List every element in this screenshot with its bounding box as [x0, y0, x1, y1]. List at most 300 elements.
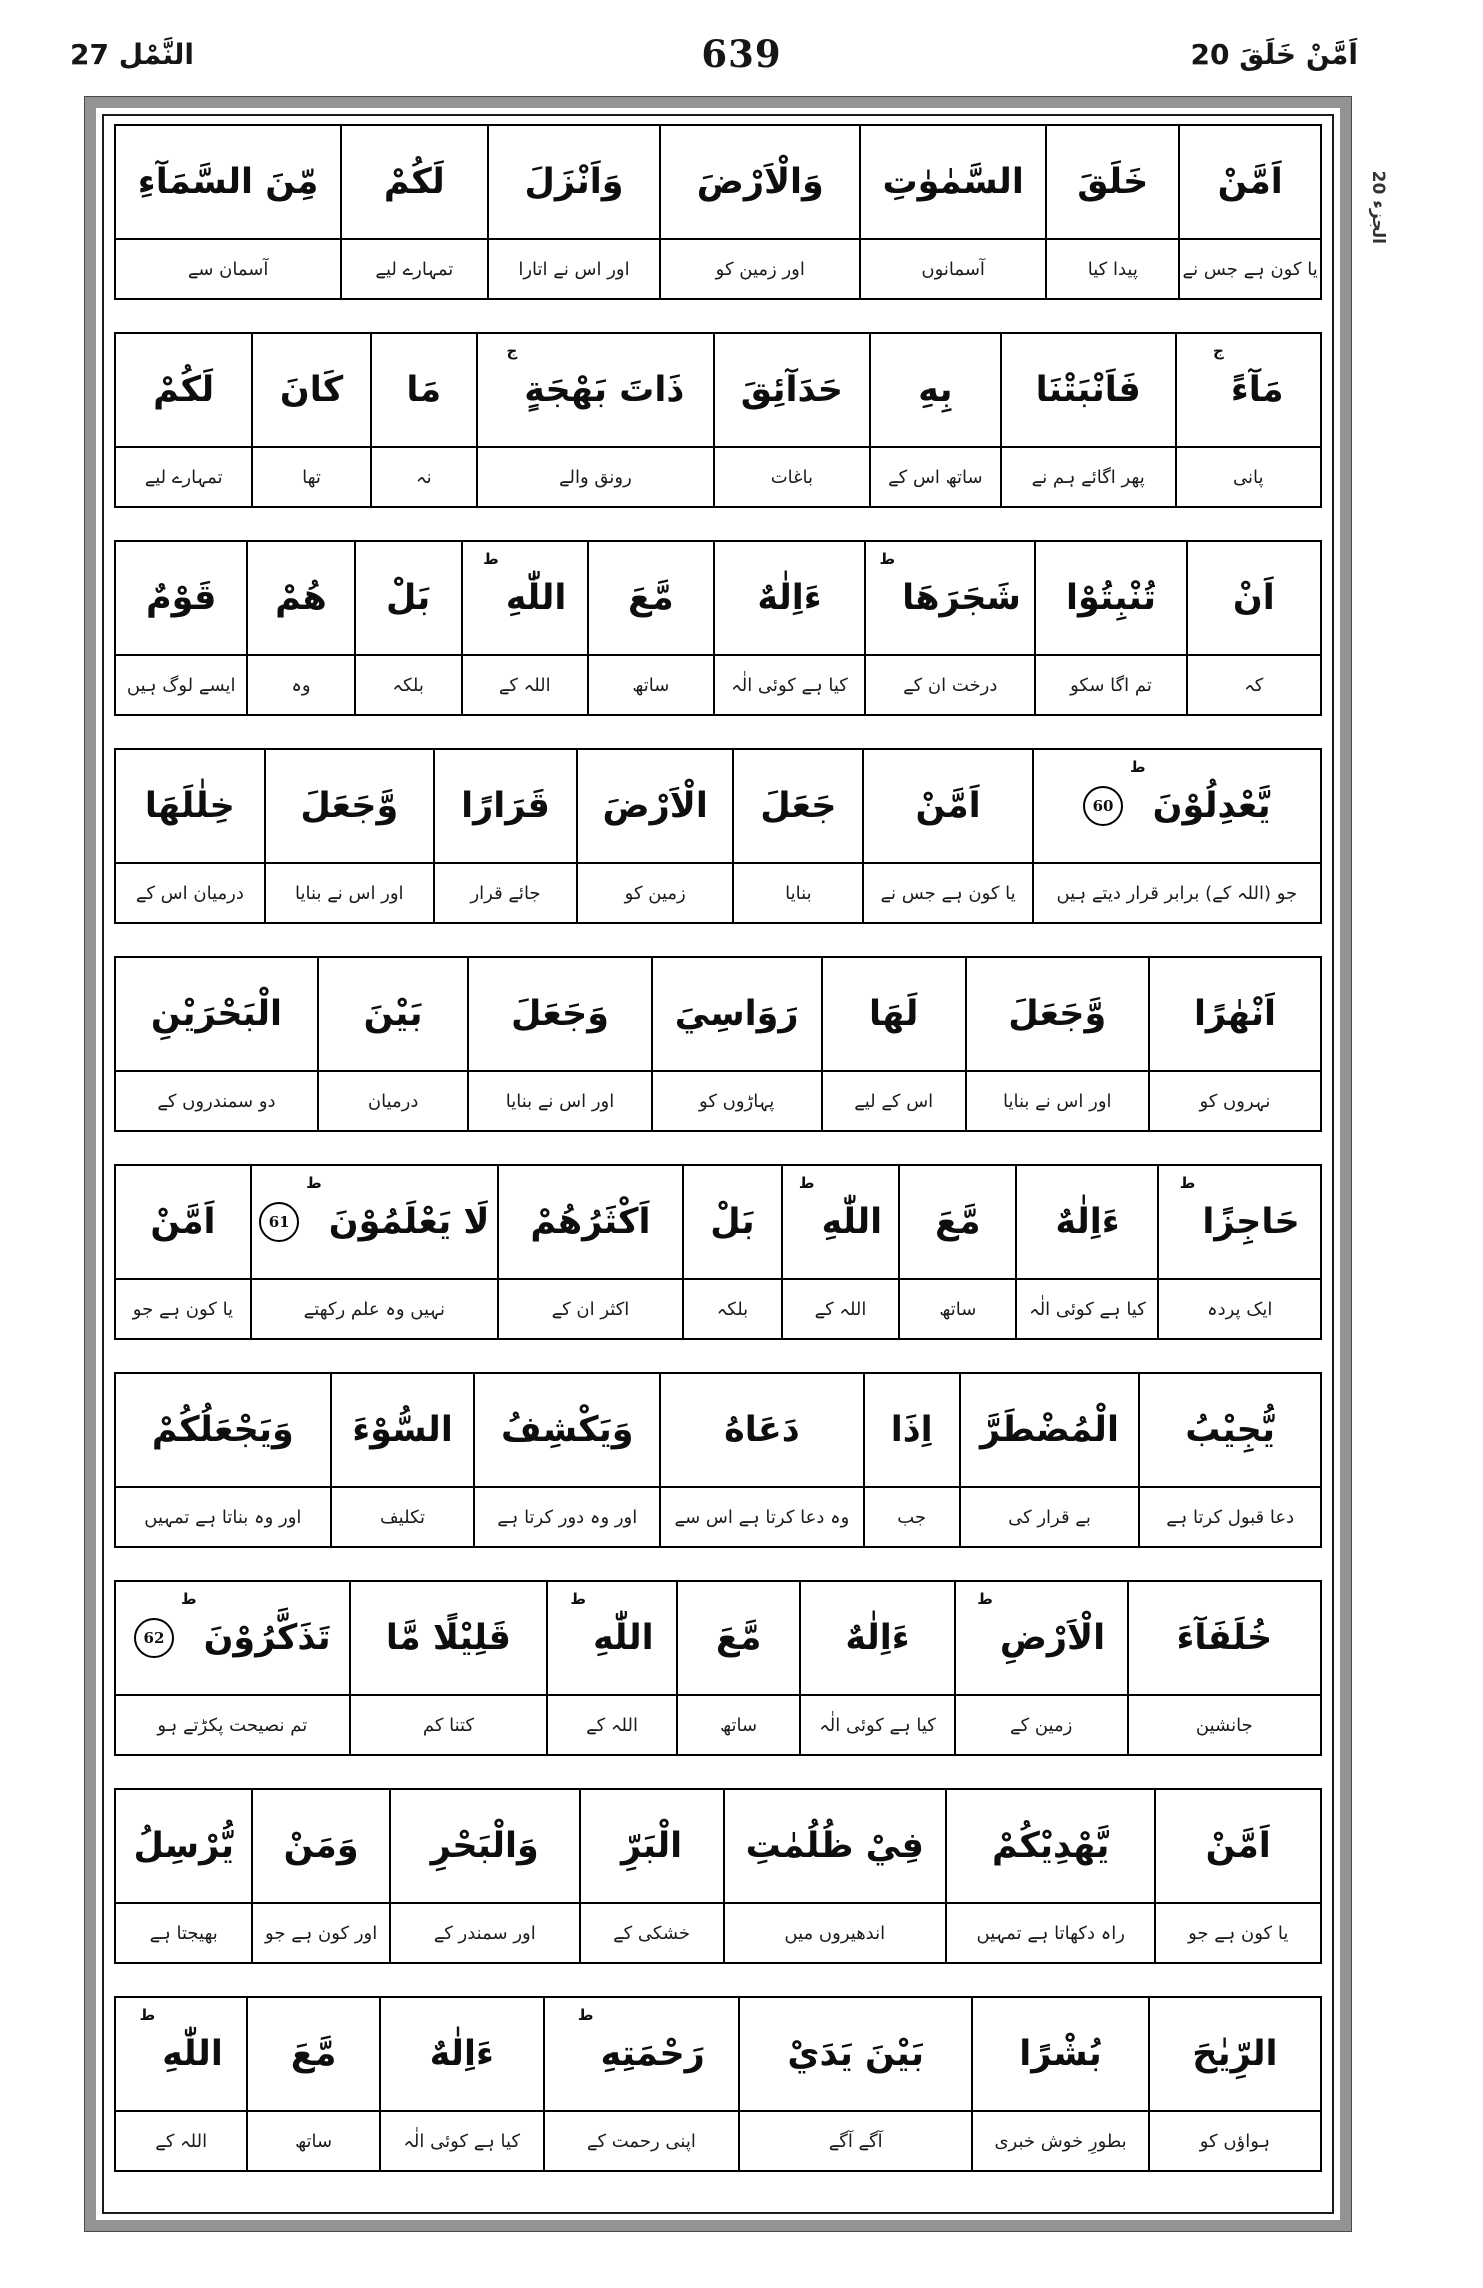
quran-frame — [84, 96, 1352, 2232]
urdu-translation-cell — [116, 864, 266, 922]
arabic-word: لَكُمْ — [153, 370, 215, 410]
arabic-word-cell — [342, 126, 488, 240]
arabic-word-cell — [116, 958, 319, 1072]
arabic-word: اِذَا — [890, 1410, 933, 1450]
urdu-translation: ایک پردہ — [1207, 1298, 1273, 1320]
arabic-word-cell — [783, 1166, 900, 1280]
arabic-word-cell — [116, 1166, 252, 1280]
pause-mark: ط — [483, 550, 499, 568]
urdu-translation-cell — [900, 1280, 1017, 1338]
urdu-translation-cell — [967, 1072, 1150, 1130]
ayah-row-block — [114, 124, 1322, 300]
arabic-word-cell — [252, 1166, 499, 1280]
urdu-translation-cell — [351, 1696, 549, 1754]
urdu-translation: ساتھ — [632, 674, 670, 696]
juz-vertical-label: الجزء 20 — [1368, 170, 1388, 244]
arabic-word-cell — [116, 1374, 332, 1488]
arabic-word-cell — [973, 1998, 1150, 2112]
arabic-word-cell — [116, 1998, 248, 2112]
urdu-translation: کتنا کم — [422, 1714, 475, 1736]
urdu-translation: وہ دعا کرتا ہے اس سے — [674, 1506, 850, 1528]
surah-title: النَّمْل 27 — [70, 38, 195, 71]
arabic-word: قَوْمٌ — [145, 578, 217, 618]
urdu-translation: پیدا کیا — [1087, 258, 1138, 280]
urdu-translation: آسمان سے — [187, 258, 269, 280]
arabic-word-cell — [1159, 1166, 1320, 1280]
urdu-translation-cell — [116, 448, 253, 506]
urdu-translation-cell — [116, 1696, 351, 1754]
pause-mark: ط — [879, 550, 896, 568]
arabic-word-cell — [947, 1790, 1156, 1904]
arabic-word: وَالْبَحْرِ — [430, 1826, 539, 1866]
arabic-word: السُّوْءَ — [352, 1410, 453, 1450]
urdu-translation-cell — [661, 1488, 865, 1546]
arabic-word: اَمَّنْ — [150, 1202, 216, 1242]
arabic-word-cell — [871, 334, 1002, 448]
urdu-translation-cell — [866, 656, 1036, 714]
arabic-word-cell — [653, 958, 823, 1072]
urdu-translation-cell — [871, 448, 1002, 506]
urdu-translation: بے قرار کی — [1008, 1506, 1091, 1528]
juz-title: اَمَّنْ خَلَقَ 20 — [1190, 38, 1358, 71]
arabic-word: لَهَا — [868, 994, 919, 1034]
urdu-translation-cell — [248, 2112, 380, 2170]
urdu-translation-cell — [435, 864, 578, 922]
urdu-translation: اللہ کے — [586, 1714, 638, 1736]
urdu-translation-cell — [1150, 2112, 1320, 2170]
urdu-translation-cell — [248, 656, 355, 714]
urdu-translation: یا کون ہے جس نے — [880, 882, 1016, 904]
urdu-translation-cell — [1150, 1072, 1320, 1130]
urdu-translation-cell — [116, 240, 342, 298]
arabic-word: اللّٰهِ — [593, 1618, 654, 1658]
arabic-word-cell — [1034, 750, 1320, 864]
pause-mark: ط — [1179, 1174, 1196, 1192]
arabic-word-cell — [740, 1998, 973, 2112]
page-number: 639 — [701, 32, 782, 76]
urdu-translation: نہ — [416, 466, 432, 488]
urdu-translation: پھر اگائے ہم نے — [1031, 466, 1145, 488]
urdu-translation-cell — [1177, 448, 1320, 506]
arabic-word: ءَاِلٰهٌ — [429, 2034, 494, 2074]
arabic-word-cell — [734, 750, 864, 864]
urdu-translation-cell — [372, 448, 478, 506]
urdu-translation: جو (اللہ کے) برابر قرار دیتے ہیں — [1056, 882, 1298, 904]
arabic-word-cell — [861, 126, 1047, 240]
urdu-translation-cell — [725, 1904, 947, 1962]
arabic-word: وَالْاَرْضَ — [696, 162, 824, 202]
urdu-translation: پہاڑوں کو — [699, 1090, 775, 1112]
pause-mark: ط — [1130, 758, 1146, 776]
arabic-word: حَدَآئِقَ — [740, 370, 843, 410]
arabic-word: وَجَعَلَ — [510, 994, 609, 1034]
urdu-translation-cell — [1129, 1696, 1320, 1754]
arabic-word: الرِّيٰحَ — [1192, 2034, 1278, 2074]
urdu-translation: آگے آگے — [828, 2130, 883, 2152]
urdu-translation-cell — [1180, 240, 1320, 298]
arabic-word: الْبَرِّ — [620, 1826, 683, 1866]
arabic-word-cell — [866, 542, 1036, 656]
urdu-translation-cell — [1002, 448, 1177, 506]
urdu-translation: ساتھ — [939, 1298, 977, 1320]
arabic-word: رَوَاسِيَ — [674, 994, 799, 1034]
pause-mark: ج — [506, 342, 518, 360]
arabic-word: تُنْبِتُوْا — [1066, 578, 1156, 618]
urdu-translation-cell — [391, 1904, 581, 1962]
arabic-word-cell — [1002, 334, 1177, 448]
urdu-translation: اکثر ان کے — [551, 1298, 630, 1320]
urdu-translation: زمین کے — [1010, 1714, 1073, 1736]
urdu-translation-cell — [116, 1488, 332, 1546]
arabic-word: اللّٰهِ — [162, 2034, 223, 2074]
urdu-translation: زمین کو — [624, 882, 686, 904]
urdu-translation: جائے قرار — [470, 882, 541, 904]
arabic-word-cell — [823, 958, 967, 1072]
arabic-word-cell — [248, 1998, 380, 2112]
urdu-translation: پانی — [1233, 466, 1264, 488]
arabic-word: جَعَلَ — [760, 786, 837, 826]
arabic-word-cell — [372, 334, 478, 448]
urdu-translation-cell — [253, 1904, 390, 1962]
arabic-word: الْاَرْضِ — [999, 1618, 1106, 1658]
arabic-word-cell — [469, 958, 652, 1072]
arabic-word: خُلَفَآءَ — [1176, 1618, 1273, 1658]
urdu-translation-cell — [548, 1696, 678, 1754]
verse-number-badge: 62 — [134, 1618, 174, 1658]
arabic-word-cell — [1177, 334, 1320, 448]
urdu-translation-cell — [661, 240, 861, 298]
urdu-translation-cell — [578, 864, 734, 922]
arabic-word-cell — [1156, 1790, 1320, 1904]
urdu-translation-cell — [116, 656, 248, 714]
urdu-translation-cell — [545, 2112, 740, 2170]
urdu-translation: بلکہ — [716, 1298, 749, 1320]
arabic-word: اللّٰهِ — [505, 578, 567, 618]
arabic-word-cell — [266, 750, 435, 864]
arabic-word-cell — [1036, 542, 1187, 656]
arabic-word-cell — [1047, 126, 1180, 240]
arabic-word-cell — [684, 1166, 783, 1280]
arabic-word-cell — [1017, 1166, 1159, 1280]
urdu-translation: یا کون ہے جو — [132, 1298, 234, 1320]
urdu-translation-cell — [356, 656, 463, 714]
arabic-word-cell — [116, 126, 342, 240]
arabic-word: اللّٰهِ — [821, 1202, 883, 1242]
urdu-translation: آسمانوں — [921, 258, 985, 280]
urdu-translation-cell — [715, 448, 871, 506]
urdu-translation-cell — [823, 1072, 967, 1130]
urdu-translation: تم اگا سکو — [1070, 674, 1152, 696]
arabic-word-cell — [715, 542, 866, 656]
arabic-word: اَنْهٰرًا — [1193, 994, 1276, 1034]
arabic-word: بَيْنَ يَدَيْ — [787, 2034, 924, 2074]
urdu-translation-cell — [864, 864, 1033, 922]
urdu-translation-cell — [1047, 240, 1180, 298]
urdu-translation-cell — [973, 2112, 1150, 2170]
ayah-row-block — [114, 540, 1322, 716]
urdu-translation-cell — [947, 1904, 1156, 1962]
ayah-row-block — [114, 1372, 1322, 1548]
urdu-translation-cell — [1156, 1904, 1320, 1962]
urdu-translation-cell — [581, 1904, 725, 1962]
arabic-word-cell — [578, 750, 734, 864]
arabic-word-cell — [956, 1582, 1129, 1696]
arabic-word: لَا يَعْلَمُوْنَ — [328, 1202, 490, 1242]
arabic-word: يُّجِيْبُ — [1185, 1410, 1276, 1450]
arabic-word: بَلْ — [385, 578, 431, 618]
arabic-word: اَمَّنْ — [1205, 1826, 1271, 1866]
arabic-word: بَيْنَ — [363, 994, 423, 1034]
urdu-translation: ساتھ — [295, 2130, 333, 2152]
urdu-translation-cell — [478, 448, 715, 506]
urdu-translation: راہ دکھاتا ہے تمہیں — [976, 1922, 1125, 1944]
urdu-translation: خشکی کے — [613, 1922, 691, 1944]
urdu-translation: وہ — [291, 674, 311, 696]
urdu-translation-cell — [1140, 1488, 1320, 1546]
arabic-word: ذَاتَ بَهْجَةٍ — [524, 370, 685, 410]
urdu-translation: تمہارے لیے — [144, 466, 223, 488]
pause-mark: ط — [306, 1174, 322, 1192]
urdu-translation-cell — [1017, 1280, 1159, 1338]
arabic-word: رَحْمَتِهِ — [600, 2034, 705, 2074]
ayah-row-block — [114, 956, 1322, 1132]
urdu-translation: اور وہ بناتا ہے تمہیں — [144, 1506, 302, 1528]
urdu-translation: بلکہ — [392, 674, 424, 696]
arabic-word: وَيَجْعَلُكُمْ — [151, 1410, 294, 1450]
urdu-translation: اور کون ہے جو — [265, 1922, 378, 1944]
urdu-translation: تمہارے لیے — [375, 258, 454, 280]
urdu-translation: اللہ کے — [814, 1298, 867, 1320]
urdu-translation: ساتھ اس کے — [888, 466, 983, 488]
urdu-translation: رونق والے — [558, 466, 632, 488]
arabic-word: وَاَنْزَلَ — [524, 162, 624, 202]
arabic-word-cell — [116, 334, 253, 448]
arabic-word-cell — [351, 1582, 549, 1696]
urdu-translation: بھیجتا ہے — [149, 1922, 218, 1944]
urdu-translation-cell — [589, 656, 715, 714]
urdu-translation: کیا ہے کوئی الٰہ — [731, 674, 848, 696]
arabic-word-cell — [478, 334, 715, 448]
arabic-word: كَانَ — [279, 370, 344, 410]
arabic-word: يَّعْدِلُوْنَ — [1152, 786, 1271, 826]
arabic-word-cell — [900, 1166, 1017, 1280]
arabic-word-cell — [715, 334, 871, 448]
arabic-word: بَلْ — [710, 1202, 755, 1242]
urdu-translation: اللہ کے — [155, 2130, 208, 2152]
arabic-word-cell — [116, 542, 248, 656]
arabic-word: مَا — [406, 370, 442, 410]
arabic-word-cell — [589, 542, 715, 656]
arabic-word-cell — [116, 750, 266, 864]
arabic-word-cell — [545, 1998, 740, 2112]
urdu-translation: اللہ کے — [498, 674, 551, 696]
urdu-translation: درمیان — [367, 1090, 419, 1112]
arabic-word-cell — [356, 542, 463, 656]
arabic-word: قَرَارًا — [461, 786, 550, 826]
urdu-translation-cell — [865, 1488, 961, 1546]
urdu-translation: یا کون ہے جو — [1188, 1922, 1289, 1944]
urdu-translation-cell — [252, 1280, 499, 1338]
arabic-word: وَّجَعَلَ — [300, 786, 399, 826]
urdu-translation: اور اس نے بنایا — [295, 882, 404, 904]
arabic-word-cell — [489, 126, 662, 240]
arabic-word-cell — [1129, 1582, 1320, 1696]
urdu-translation-cell — [653, 1072, 823, 1130]
arabic-word-cell — [116, 1790, 253, 1904]
arabic-word-cell — [864, 750, 1033, 864]
urdu-translation-cell — [1159, 1280, 1320, 1338]
arabic-word: فَاَنْبَتْنَا — [1035, 370, 1141, 410]
urdu-translation: تھا — [302, 466, 321, 488]
arabic-word: ءَاِلٰهٌ — [1055, 1202, 1120, 1242]
arabic-word: مَّعَ — [715, 1618, 762, 1658]
urdu-translation: اور اس نے بنایا — [505, 1090, 615, 1112]
urdu-translation: نہروں کو — [1199, 1090, 1271, 1112]
urdu-translation-cell — [740, 2112, 973, 2170]
arabic-word-cell — [661, 1374, 865, 1488]
urdu-translation: اور اس نے بنایا — [1003, 1090, 1112, 1112]
arabic-word: مَآءً — [1230, 370, 1284, 410]
arabic-word: اَمَّنْ — [915, 786, 981, 826]
urdu-translation-cell — [1034, 864, 1320, 922]
urdu-translation-cell — [463, 656, 589, 714]
arabic-word-cell — [1150, 1998, 1320, 2112]
urdu-translation: اس کے لیے — [854, 1090, 934, 1112]
ayah-row-block — [114, 1788, 1322, 1964]
arabic-word-cell — [548, 1582, 678, 1696]
verse-number-badge: 60 — [1083, 786, 1123, 826]
arabic-word: اَمَّنْ — [1217, 162, 1283, 202]
arabic-word: السَّمٰوٰتِ — [882, 162, 1024, 202]
arabic-word: بُشْرًا — [1019, 2034, 1102, 2074]
urdu-translation: اور زمین کو — [715, 258, 805, 280]
urdu-translation-cell — [684, 1280, 783, 1338]
arabic-word: مَّعَ — [935, 1202, 981, 1242]
urdu-translation: یا کون ہے جس نے — [1182, 258, 1318, 280]
urdu-translation-cell — [961, 1488, 1141, 1546]
urdu-translation: اندھیروں میں — [784, 1922, 886, 1944]
arabic-word-cell — [678, 1582, 801, 1696]
urdu-translation: دعا قبول کرتا ہے — [1166, 1506, 1295, 1528]
arabic-word: وَيَكْشِفُ — [500, 1410, 634, 1450]
urdu-translation-cell — [381, 2112, 545, 2170]
arabic-word-cell — [1140, 1374, 1320, 1488]
pause-mark: ط — [139, 2006, 156, 2024]
urdu-translation-cell — [678, 1696, 801, 1754]
pause-mark: ج — [1213, 342, 1224, 360]
urdu-translation-cell — [253, 448, 372, 506]
arabic-word-cell — [1188, 542, 1320, 656]
urdu-translation-cell — [116, 1904, 253, 1962]
ayah-row-block — [114, 1164, 1322, 1340]
arabic-word-cell — [725, 1790, 947, 1904]
urdu-translation: اپنی رحمت کے — [586, 2130, 696, 2152]
arabic-word-cell — [865, 1374, 961, 1488]
pause-mark: ط — [977, 1590, 993, 1608]
arabic-word: خِلٰلَهَا — [144, 786, 235, 826]
arabic-word-cell — [248, 542, 355, 656]
arabic-word: ءَاِلٰهٌ — [845, 1618, 910, 1658]
arabic-word-cell — [961, 1374, 1141, 1488]
ayah-row-block — [114, 1580, 1322, 1756]
arabic-word-cell — [253, 334, 372, 448]
urdu-translation: ساتھ — [720, 1714, 758, 1736]
arabic-word-cell — [116, 1582, 351, 1696]
arabic-word-cell — [801, 1582, 955, 1696]
arabic-word-cell — [463, 542, 589, 656]
arabic-word: شَجَرَهَا — [902, 578, 1021, 618]
arabic-word: لَكُمْ — [383, 162, 445, 202]
page-header — [0, 26, 1483, 84]
urdu-translation-cell — [489, 240, 662, 298]
urdu-translation: کیا ہے کوئی الٰہ — [1029, 1298, 1146, 1320]
arabic-word: الْبَحْرَيْنِ — [150, 994, 282, 1034]
urdu-translation: بطورِ خوش خبری — [994, 2130, 1127, 2152]
arabic-word-cell — [661, 126, 861, 240]
arabic-word: دَعَاهُ — [724, 1410, 800, 1450]
arabic-word-cell — [319, 958, 470, 1072]
arabic-word: اَنْ — [1232, 578, 1275, 618]
arabic-word: هُمْ — [275, 578, 327, 618]
pause-mark: ط — [180, 1590, 197, 1608]
arabic-word-cell — [332, 1374, 476, 1488]
frame-gray-band — [85, 97, 1351, 2231]
arabic-word: فِيْ ظُلُمٰتِ — [745, 1826, 924, 1866]
urdu-translation-cell — [1036, 656, 1187, 714]
arabic-word-cell — [1150, 958, 1320, 1072]
arabic-word-cell — [253, 1790, 390, 1904]
arabic-word: الْاَرْضَ — [602, 786, 708, 826]
urdu-translation-cell — [801, 1696, 955, 1754]
urdu-translation-cell — [266, 864, 435, 922]
ayah-row-block — [114, 1996, 1322, 2172]
urdu-translation-cell — [116, 1280, 252, 1338]
ayah-row-block — [114, 332, 1322, 508]
arabic-word: بِهِ — [918, 370, 953, 410]
urdu-translation-cell — [715, 656, 866, 714]
ayah-rows-container — [102, 114, 1334, 2214]
arabic-word-cell — [967, 958, 1150, 1072]
arabic-word-cell — [435, 750, 578, 864]
urdu-translation-cell — [734, 864, 864, 922]
arabic-word: ءَاِلٰهٌ — [757, 578, 822, 618]
urdu-translation: تکلیف — [380, 1506, 426, 1528]
urdu-translation-cell — [332, 1488, 476, 1546]
arabic-word: تَذَكَّرُوْنَ — [203, 1618, 331, 1658]
arabic-word: مَّعَ — [628, 578, 674, 618]
urdu-translation-cell — [475, 1488, 661, 1546]
urdu-translation: جب — [897, 1506, 927, 1528]
urdu-translation: ایسے لوگ ہیں — [126, 674, 236, 696]
arabic-word: يَّهْدِيْكُمْ — [992, 1826, 1110, 1866]
urdu-translation-cell — [783, 1280, 900, 1338]
urdu-translation: نہیں وہ علم رکھتے — [303, 1298, 445, 1320]
arabic-word: قَلِيْلًا مَّا — [385, 1618, 511, 1658]
urdu-translation: دو سمندروں کے — [157, 1090, 276, 1112]
urdu-translation-cell — [1188, 656, 1320, 714]
arabic-word-cell — [475, 1374, 661, 1488]
arabic-word: يُّرْسِلُ — [133, 1826, 235, 1866]
urdu-translation-cell — [116, 2112, 248, 2170]
urdu-translation: تم نصیحت پکڑتے ہو — [157, 1714, 308, 1736]
urdu-translation: اور اس نے اتارا — [518, 258, 630, 280]
arabic-word-cell — [581, 1790, 725, 1904]
arabic-word: خَلَقَ — [1077, 162, 1149, 202]
urdu-translation-cell — [956, 1696, 1129, 1754]
urdu-translation: درمیان اس کے — [135, 882, 244, 904]
urdu-translation: کیا ہے کوئی الٰہ — [819, 1714, 936, 1736]
pause-mark: ط — [570, 1590, 587, 1608]
